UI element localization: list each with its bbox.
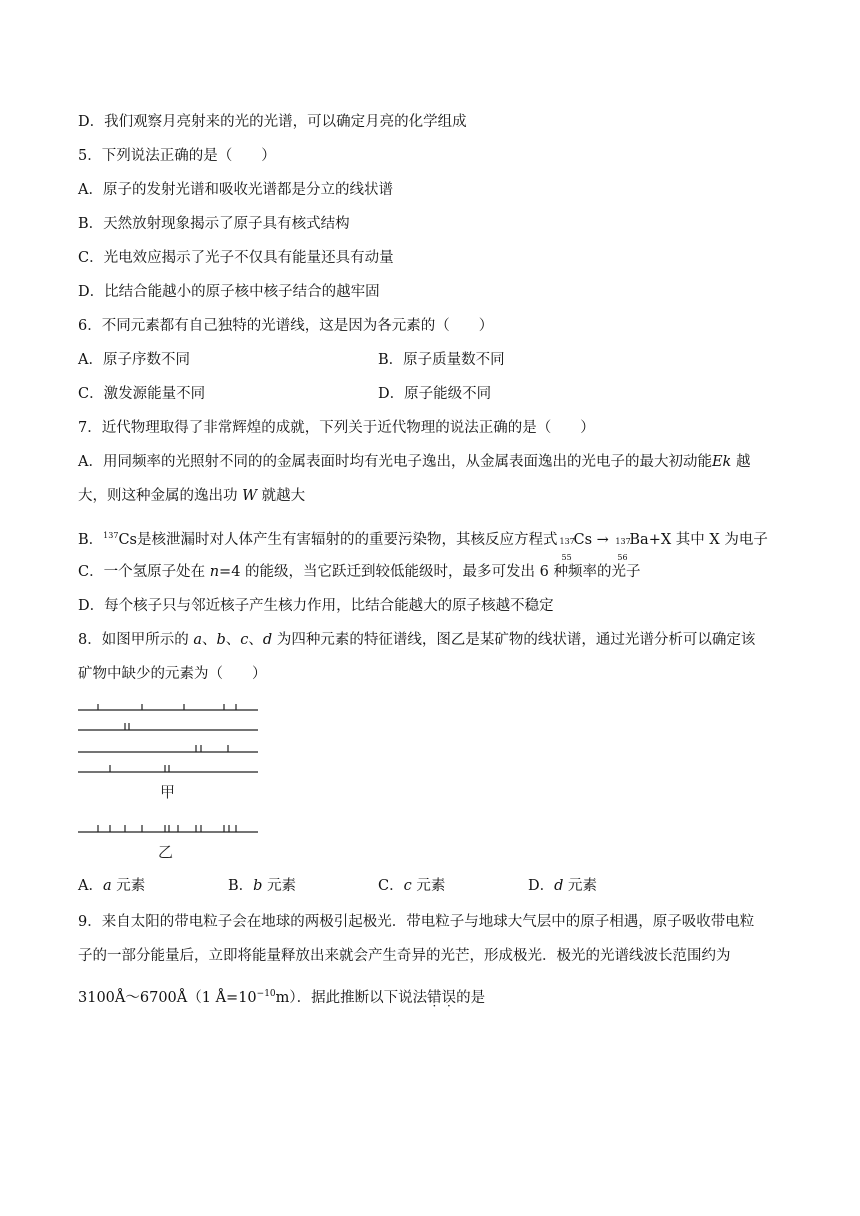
- spectrum-line-c: [78, 745, 258, 752]
- spectrum-line-d: [78, 765, 258, 772]
- q8-option-c: C．c 元素: [378, 878, 446, 894]
- q8-stem-line2: 矿物中缺少的元素为（ ）: [78, 666, 267, 682]
- q8-option-b: B．b 元素: [228, 878, 297, 894]
- spectrum-line-b: [78, 723, 258, 730]
- q7-option-a-line2: 大，则这种金属的逸出功 W 就越大: [78, 488, 306, 504]
- spectrum-line-a: [78, 704, 258, 710]
- q9-stem-line3: 3100Å～6700Å（1 $Å=10^{-10}m$）．据此推断以下说法错误的是: [78, 989, 486, 1006]
- q8-option-d: D．d 元素: [528, 878, 598, 894]
- q8-option-a: A．a 元素: [78, 878, 146, 894]
- q7-option-b: B．$^{137}$Cs是核泄漏时对人体产生有害辐射的的重要污染物，其核反应方程式 137 55 Cs → 137 56 Ba+X 其中 X 为电子: [78, 531, 768, 562]
- spectrum-figure: [76, 694, 266, 864]
- q5-stem: 5．下列说法正确的是（ ）: [78, 148, 276, 164]
- q9-stem-line1: 9．来自太阳的带电粒子会在地球的两极引起极光．带电粒子与地球大气层中的原子相遇，原子吸收带电粒: [78, 914, 755, 930]
- figure-label-jia: 甲: [160, 783, 176, 801]
- spectrum-line-mineral: [78, 825, 258, 832]
- q7-option-a-line1: A．用同频率的光照射不同的的金属表面时均有光电子逸出，从金属表面逸出的光电子的最大初动能Ek 越: [78, 454, 751, 470]
- q6-option-a: A．原子序数不同: [78, 352, 190, 368]
- q5-option-d: D．比结合能越小的原子核中核子结合的越牢固: [78, 284, 380, 300]
- q7-option-c: C．一个氢原子处在 n=4 的能级，当它跃迁到较低能级时，最多可发出 6 种频率的光子: [78, 564, 641, 580]
- q6-option-c: C．激发源能量不同: [78, 386, 206, 402]
- q9-stem-line2: 子的一部分能量后，立即将能量释放出来就会产生奇异的光芒，形成极光．极光的光谱线波长范围约为: [78, 948, 731, 964]
- q6-option-d: D．原子能级不同: [378, 386, 492, 402]
- q8-stem-line1: 8．如图甲所示的 a、b、c、d 为四种元素的特征谱线，图乙是某矿物的线状谱，通过光谱分析可以确定该: [78, 632, 756, 648]
- q4-option-d: D．我们观察月亮射来的光的光谱，可以确定月亮的化学组成: [78, 114, 467, 130]
- q7-stem: 7．近代物理取得了非常辉煌的成就，下列关于近代物理的说法正确的是（ ）: [78, 420, 595, 436]
- figure-label-yi: 乙: [158, 843, 174, 861]
- q5-option-b: B．天然放射现象揭示了原子具有核式结构: [78, 216, 350, 232]
- q7-option-d: D．每个核子只与邻近核子产生核力作用，比结合能越大的原子核越不稳定: [78, 598, 554, 614]
- q5-option-a: A．原子的发射光谱和吸收光谱都是分立的线状谱: [78, 182, 393, 198]
- q5-option-c: C．光电效应揭示了光子不仅具有能量还具有动量: [78, 250, 394, 266]
- q6-stem: 6．不同元素都有自己独特的光谱线，这是因为各元素的（ ）: [78, 318, 494, 334]
- q6-option-b: B．原子质量数不同: [378, 352, 505, 368]
